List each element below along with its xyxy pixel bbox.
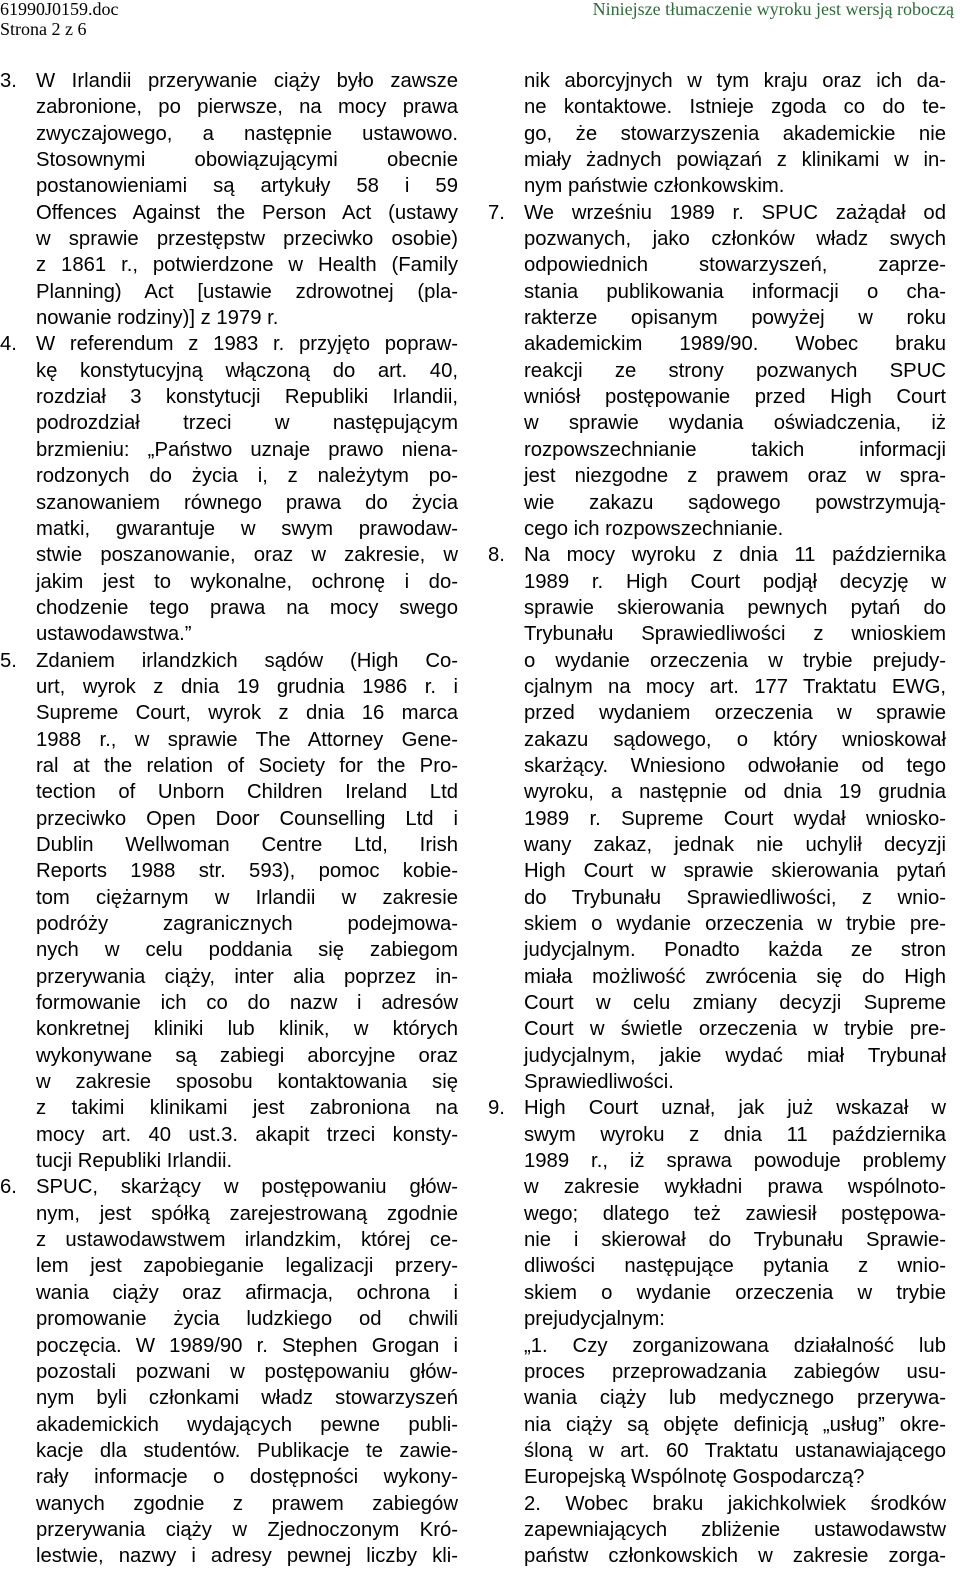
text-line: W Irlandii przerywanie ciąży było zawsze bbox=[36, 70, 458, 92]
text-line: zapewniających zbliżenie ustawodawstw bbox=[524, 1518, 946, 1541]
text-line: akademickim 1989/90. Wobec braku bbox=[524, 333, 946, 356]
paragraph-number: 5. bbox=[0, 649, 17, 672]
text-line: ne kontaktowe. Istnieje zgoda co do te- bbox=[524, 96, 946, 119]
right-column bbox=[488, 68, 946, 1570]
text-line: z takimi klinikami jest zabroniona na bbox=[36, 1097, 458, 1120]
text-line: rodzonych do życia i, z należytym po- bbox=[36, 465, 458, 488]
text-line: wego; dlatego też zawiesił postępowa- bbox=[524, 1202, 946, 1225]
text-line: stwie poszanowanie, oraz w zakresie, w bbox=[36, 544, 458, 567]
text-line: skiem o wydanie orzeczenia w trybie pre- bbox=[524, 913, 946, 935]
text-line: przeciwko Open Door Counselling Ltd i bbox=[36, 807, 458, 830]
text-line: rakterze opisanym powyżej w roku bbox=[524, 307, 946, 330]
text-line: lem jest zapobieganie legalizacji przery- bbox=[36, 1255, 458, 1278]
text-line: Zdaniem irlandzkich sądów (High Co- bbox=[36, 649, 458, 672]
text-line: High Court uznał, jak już wskazał w bbox=[524, 1097, 946, 1120]
text-line: w sprawie wydania oświadczenia, iż bbox=[524, 412, 946, 435]
paragraph-text bbox=[36, 648, 458, 1175]
paragraph-8 bbox=[488, 542, 946, 1095]
text-line: cego ich rozpowszechnianie. bbox=[524, 517, 784, 540]
text-line: nym, jest spółką zarejestrowaną zgodnie bbox=[36, 1202, 458, 1225]
text-line: go, że stowarzyszenia akademickie nie bbox=[524, 122, 946, 145]
text-line: miały żadnych powiązań z klinikami w in- bbox=[524, 149, 946, 172]
text-line: szanowaniem równego prawa do życia bbox=[36, 491, 458, 514]
paragraph-6-continuation bbox=[488, 68, 946, 200]
text-line: proces przeprowadzania zabiegów usu- bbox=[524, 1360, 946, 1383]
text-line: Dublin Wellwoman Centre Ltd, Irish bbox=[36, 833, 458, 856]
text-line: w sprawie przestępstw przeciwko osobie) bbox=[36, 228, 458, 251]
text-line: skarżący. Wniesiono odwołanie od tego bbox=[524, 754, 946, 777]
text-line: Court w świetle orzeczenia w trybie pre- bbox=[524, 1018, 946, 1041]
page-number: Strona 2 z 6 bbox=[0, 19, 87, 39]
text-line: podróży zagranicznych podejmowa- bbox=[36, 913, 458, 935]
text-line: ustawodawstwa.” bbox=[36, 623, 192, 646]
text-line: kę konstytucyjną włączoną do art. 40, bbox=[36, 359, 458, 382]
text-line: zabronione, po pierwsze, na mocy prawa bbox=[36, 96, 458, 119]
text-line: państw członkowskich w zakresie zorga- bbox=[524, 1545, 946, 1568]
text-line: wykonywane są zabiegi aborcyjne oraz bbox=[36, 1044, 458, 1067]
text-line: nik aborcyjnych w tym kraju oraz ich da- bbox=[524, 70, 946, 92]
paragraph-number: 3. bbox=[0, 70, 17, 92]
paragraph-text bbox=[36, 68, 458, 331]
paragraph-4 bbox=[0, 331, 458, 647]
text-line: jakim jest to wykonalne, ochronę i do- bbox=[36, 570, 458, 593]
text-line: judycjalnym. Ponadto każda ze stron bbox=[524, 939, 946, 962]
text-line: SPUC, skarżący w postępowaniu głów- bbox=[36, 1176, 458, 1199]
paragraph-number: 7. bbox=[488, 201, 505, 224]
text-line: do Trybunału Sprawiedliwości, z wnio- bbox=[524, 886, 946, 909]
text-line: mocy art. 40 ust.3. akapit trzeci konsty- bbox=[36, 1123, 458, 1146]
text-line: postanowieniami są artykuły 58 i 59 bbox=[36, 175, 458, 198]
question-2 bbox=[524, 1491, 946, 1570]
text-line: wanych zgodnie z prawem zabiegów bbox=[36, 1492, 458, 1515]
text-line: chodzenie tego prawa na mocy swego bbox=[36, 596, 458, 619]
paragraph-number: 4. bbox=[0, 333, 17, 356]
text-line: wania ciąży oraz afirmacja, ochrona i bbox=[36, 1281, 458, 1304]
text-line: Court w celu zmiany decyzji Supreme bbox=[524, 992, 946, 1015]
text-line: formowanie ich co do nazw i adresów bbox=[36, 992, 458, 1015]
paragraph-7 bbox=[488, 200, 946, 542]
text-line: brzmieniu: „Państwo uznaje prawo niena- bbox=[36, 438, 458, 461]
text-line: przerywania ciąży w Zjednoczonym Kró- bbox=[36, 1518, 458, 1541]
text-line: tucji Republiki Irlandii. bbox=[36, 1150, 233, 1173]
text-line: miała możliwość zwrócenia się do High bbox=[524, 965, 946, 988]
text-line: z 1861 r., potwierdzone w Health (Family bbox=[36, 254, 458, 277]
text-line: Sprawiedliwości. bbox=[524, 1071, 674, 1094]
text-line: wie zakazu sądowego powstrzymują- bbox=[524, 491, 946, 514]
text-line: stania publikowania informacji o cha- bbox=[524, 280, 946, 303]
text-line: „1. Czy zorganizowana działalność lub bbox=[524, 1334, 946, 1357]
text-line: konkretnej kliniki lub klinik, w których bbox=[36, 1018, 458, 1041]
text-line: nych w celu poddania się zabiegom bbox=[36, 939, 458, 962]
text-line: w zakresie sposobu kontaktowania się bbox=[36, 1071, 458, 1094]
text-line: zakazu sądowego, o który wnioskował bbox=[524, 728, 946, 751]
text-line: 2. Wobec braku jakichkolwiek środków bbox=[524, 1492, 946, 1515]
text-line: Supreme Court, wyrok z dnia 16 marca bbox=[36, 702, 458, 725]
text-line: swym wyroku z dnia 11 października bbox=[524, 1123, 946, 1146]
text-line: pozostali pozwani w postępowaniu głów- bbox=[36, 1360, 458, 1383]
paragraph-text bbox=[524, 1095, 946, 1332]
text-line: pozwanych, jako członków władz swych bbox=[524, 228, 946, 251]
paragraph-text bbox=[36, 331, 458, 647]
text-line: tom ciężarnym w Irlandii w zakresie bbox=[36, 886, 458, 909]
text-line: High Court w sprawie skierowania pytań bbox=[524, 860, 946, 883]
text-line: cjalnym na mocy art. 177 Traktatu EWG, bbox=[524, 675, 946, 698]
text-line: poczęcia. W 1989/90 r. Stephen Grogan i bbox=[36, 1334, 458, 1357]
text-line: Reports 1988 str. 593), pomoc kobie- bbox=[36, 860, 458, 883]
text-line: Planning) Act [ustawie zdrowotnej (pla- bbox=[36, 280, 458, 303]
text-line: prejudycjalnym: bbox=[524, 1308, 665, 1331]
text-line: Offences Against the Person Act (ustawy bbox=[36, 201, 458, 224]
text-line: We wrześniu 1989 r. SPUC zażądał od bbox=[524, 201, 946, 224]
text-line: w zakresie wykładni prawa wspólnoto- bbox=[524, 1176, 946, 1199]
text-line: dliwości następujące pytania z wnio- bbox=[524, 1255, 946, 1278]
document-filename: 61990J0159.doc bbox=[0, 0, 119, 19]
text-line: Trybunału Sprawiedliwości z wnioskiem bbox=[524, 623, 946, 646]
paragraph-number: 9. bbox=[488, 1097, 505, 1120]
text-line: rały informacje o dostępności wykony- bbox=[36, 1466, 458, 1489]
text-line: Na mocy wyroku z dnia 11 października bbox=[524, 544, 946, 567]
text-line: wniósł postępowanie przed High Court bbox=[524, 386, 946, 409]
text-line: rozpowszechnianie takich informacji bbox=[524, 438, 946, 461]
text-line: Europejską Wspólnotę Gospodarczą? bbox=[524, 1466, 865, 1489]
paragraph-6 bbox=[0, 1174, 458, 1569]
text-line: nym byli członkami władz stowarzyszeń bbox=[36, 1387, 458, 1410]
text-line: rozdział 3 konstytucji Republiki Irlandii, bbox=[36, 386, 458, 409]
paragraph-text bbox=[524, 200, 946, 542]
left-column bbox=[0, 68, 458, 1570]
text-line: wyroku, a następnie od dnia 19 grudnia bbox=[524, 781, 946, 804]
text-line: skiem o wydanie orzeczenia w trybie bbox=[524, 1281, 946, 1304]
paragraph-3 bbox=[0, 68, 458, 331]
text-line: akademickich wydających pewne publi- bbox=[36, 1413, 458, 1436]
text-line: wania ciąży lub medycznego przerywa- bbox=[524, 1387, 946, 1410]
paragraph-5 bbox=[0, 648, 458, 1175]
paragraph-number: 8. bbox=[488, 544, 505, 567]
paragraph-text bbox=[524, 68, 946, 200]
text-line: z ustawodawstwem irlandzkim, której ce- bbox=[36, 1229, 458, 1252]
text-line: przerywania ciąży, inter alia poprzez in- bbox=[36, 965, 458, 988]
text-line: 1989 r. High Court podjął decyzję w bbox=[524, 570, 946, 593]
text-line: kacje dla studentów. Publikacje te zawie- bbox=[36, 1439, 458, 1462]
text-line: 1989 r. Supreme Court wydał wniosko- bbox=[524, 807, 946, 830]
text-line: sprawie skierowania pewnych pytań do bbox=[524, 596, 946, 619]
paragraph-number: 6. bbox=[0, 1176, 17, 1199]
text-line: urt, wyrok z dnia 19 grudnia 1986 r. i bbox=[36, 675, 458, 698]
question-1 bbox=[524, 1333, 946, 1491]
text-line: nowanie rodziny)] z 1979 r. bbox=[36, 307, 279, 330]
text-line: podrozdział trzeci w następującym bbox=[36, 412, 458, 435]
text-line: W referendum z 1983 r. przyjęto popraw- bbox=[36, 333, 458, 356]
text-line: tection of Unborn Children Ireland Ltd bbox=[36, 781, 458, 804]
text-line: nym państwie członkowskim. bbox=[524, 175, 785, 198]
text-line: przed wydaniem orzeczenia w sprawie bbox=[524, 702, 946, 725]
text-line: matki, gwarantuje w swym prawodaw- bbox=[36, 517, 458, 540]
text-line: 1988 r., w sprawie The Attorney Gene- bbox=[36, 728, 458, 751]
text-line: jest niezgodne z prawem oraz w spra- bbox=[524, 465, 946, 488]
text-line: lestwie, nazwy i adresy pewnej liczby kli- bbox=[36, 1545, 458, 1568]
text-line: nia ciąży są objęte definicją „usług” okre- bbox=[524, 1413, 946, 1436]
draft-notice: Niniejsze tłumaczenie wyroku jest wersją roboczą bbox=[592, 0, 954, 19]
text-line: o wydanie orzeczenia w trybie prejudy- bbox=[524, 649, 946, 672]
text-line: ral at the relation of Society for the Pro- bbox=[36, 754, 458, 777]
text-line: promowanie życia ludzkiego od chwili bbox=[36, 1308, 458, 1331]
text-line: nie i skierował do Trybunału Sprawie- bbox=[524, 1229, 946, 1252]
text-line: śloną w art. 60 Traktatu ustanawiającego bbox=[524, 1439, 946, 1462]
text-line: odpowiednich stowarzyszeń, zaprze- bbox=[524, 254, 946, 277]
paragraph-9 bbox=[488, 1095, 946, 1332]
text-line: reakcji ze strony pozwanych SPUC bbox=[524, 359, 946, 382]
text-line: 1989 r., iż sprawa powoduje problemy bbox=[524, 1150, 946, 1173]
text-line: judycjalnym, jakie wydać miał Trybunał bbox=[524, 1044, 946, 1067]
text-line: Stosownymi obowiązującymi obecnie bbox=[36, 149, 458, 172]
paragraph-text bbox=[36, 1174, 458, 1569]
paragraph-text bbox=[524, 542, 946, 1095]
text-line: zwyczajowego, a następnie ustawowo. bbox=[36, 122, 458, 145]
text-line: wany zakaz, jednak nie uchylił decyzji bbox=[524, 833, 946, 856]
